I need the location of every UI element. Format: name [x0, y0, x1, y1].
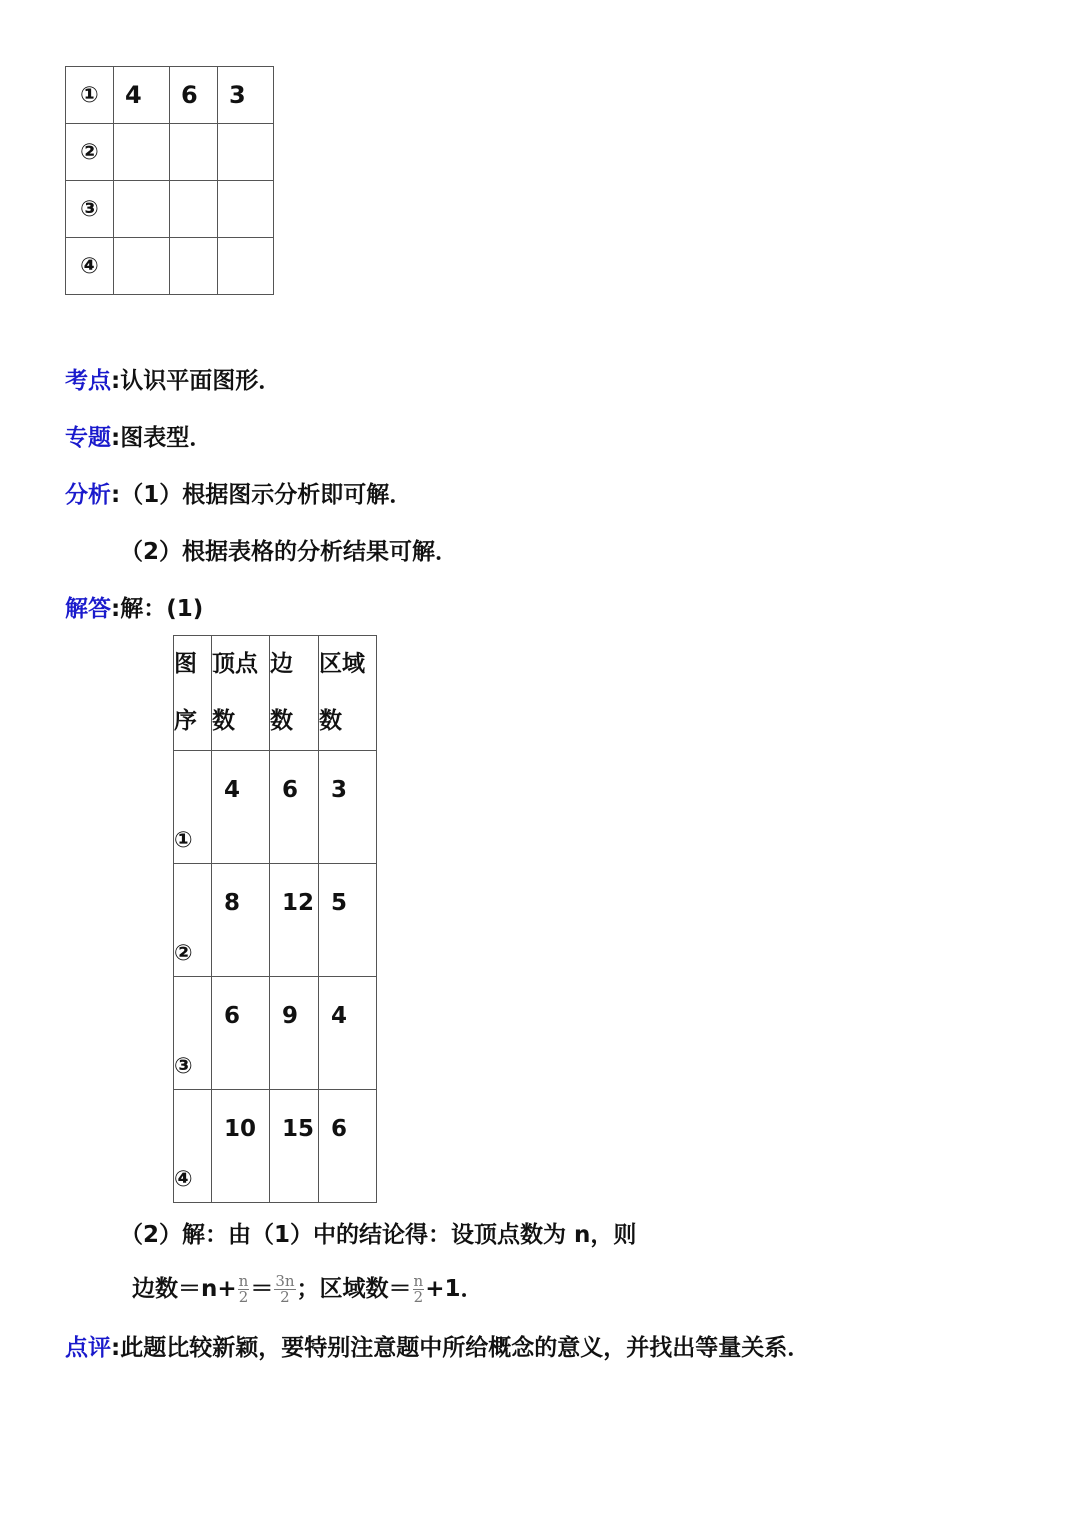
header-text: 图 — [174, 651, 197, 677]
header-cell — [212, 636, 270, 751]
table-row — [174, 864, 377, 977]
part2-text-2c: ；区域数＝ — [296, 1276, 412, 1302]
header-text: 顶点 — [212, 651, 258, 677]
fenxi-line-2 — [120, 537, 458, 567]
fraction-numerator: 3n — [275, 1272, 295, 1290]
row-index — [174, 977, 212, 1090]
jieda-text: :解：(1) — [111, 596, 204, 622]
table-cell: 10 — [212, 1090, 270, 1203]
table-cell: 5 — [319, 864, 377, 977]
table-cell: 12 — [270, 864, 319, 977]
fraction — [274, 1274, 295, 1305]
zhuanti-label: 专题 — [65, 425, 111, 451]
row-index: ③ — [66, 181, 114, 238]
row-index-text: ④ — [174, 1167, 193, 1192]
table-cell: 8 — [212, 864, 270, 977]
table-cell: 6 — [212, 977, 270, 1090]
table-cell — [218, 238, 274, 295]
header-cell — [319, 636, 377, 751]
figure-table — [65, 66, 274, 295]
table-row — [174, 751, 377, 864]
kaodian-label: 考点 — [65, 368, 111, 394]
header-row — [174, 636, 377, 751]
table-cell: 3 — [319, 751, 377, 864]
table-cell: 4 — [114, 67, 170, 124]
part2-text-2d: +1． — [425, 1276, 484, 1302]
table-cell — [114, 238, 170, 295]
row-index — [174, 751, 212, 864]
row-index: ④ — [66, 238, 114, 295]
part2-line-2 — [132, 1272, 484, 1306]
fenxi-text-2: （2）根据表格的分析结果可解． — [120, 539, 459, 565]
dianping-line — [65, 1333, 810, 1363]
table-cell: 6 — [319, 1090, 377, 1203]
fraction-numerator: n — [238, 1272, 249, 1290]
table-cell: 6 — [170, 67, 218, 124]
row-index — [174, 864, 212, 977]
table-cell — [218, 181, 274, 238]
zhuanti-text: :图表型． — [111, 425, 213, 451]
part2-text-1: （2）解：由（1）中的结论得：设顶点数为 n，则 — [120, 1222, 637, 1248]
table-cell: 4 — [212, 751, 270, 864]
row-index-text: ② — [174, 941, 193, 966]
header-text: 数 — [319, 708, 342, 734]
answer-table — [173, 635, 377, 1203]
kaodian-text: :认识平面图形． — [111, 368, 282, 394]
header-text: 数 — [212, 708, 235, 734]
table-cell — [170, 124, 218, 181]
fraction — [413, 1274, 425, 1305]
fenxi-text-1: :（1）根据图示分析即可解． — [111, 482, 413, 508]
row-index-text: ③ — [174, 1054, 193, 1079]
table-row — [174, 1090, 377, 1203]
row-index: ① — [66, 67, 114, 124]
table-cell: 4 — [319, 977, 377, 1090]
table-row — [66, 67, 274, 124]
header-text: 数 — [270, 708, 293, 734]
dianping-text: :此题比较新颖，要特别注意题中所给概念的意义，并找出等量关系． — [111, 1335, 811, 1361]
jieda-label: 解答 — [65, 596, 111, 622]
dianping-label: 点评 — [65, 1335, 111, 1361]
fenxi-line — [65, 480, 412, 510]
header-text: 序 — [174, 708, 197, 734]
header-text: 边 — [270, 651, 293, 677]
row-index — [174, 1090, 212, 1203]
row-index-text: ① — [174, 828, 193, 853]
part2-line-1 — [120, 1220, 636, 1250]
table-cell: 6 — [270, 751, 319, 864]
table-row — [66, 181, 274, 238]
jieda-line — [65, 594, 203, 624]
table-row — [174, 977, 377, 1090]
fraction-denominator: 2 — [238, 1288, 249, 1306]
zhuanti-line — [65, 423, 212, 453]
part2-text-2b: ＝ — [250, 1276, 274, 1302]
table-cell: 15 — [270, 1090, 319, 1203]
fraction — [238, 1274, 250, 1305]
kaodian-line — [65, 366, 281, 396]
fraction-denominator: 2 — [280, 1288, 290, 1306]
table-cell — [114, 181, 170, 238]
table-cell: 3 — [218, 67, 274, 124]
row-index: ② — [66, 124, 114, 181]
table-row — [66, 124, 274, 181]
table-cell — [114, 124, 170, 181]
table-cell — [218, 124, 274, 181]
part2-text-2a: 边数＝n+ — [132, 1276, 237, 1302]
fenxi-label: 分析 — [65, 482, 111, 508]
header-text: 区域 — [319, 651, 365, 677]
header-cell — [174, 636, 212, 751]
table-cell — [170, 238, 218, 295]
fraction-denominator: 2 — [413, 1288, 424, 1306]
fraction-numerator: n — [413, 1272, 424, 1290]
table-cell: 9 — [270, 977, 319, 1090]
header-cell — [270, 636, 319, 751]
table-row — [66, 238, 274, 295]
table-cell — [170, 181, 218, 238]
